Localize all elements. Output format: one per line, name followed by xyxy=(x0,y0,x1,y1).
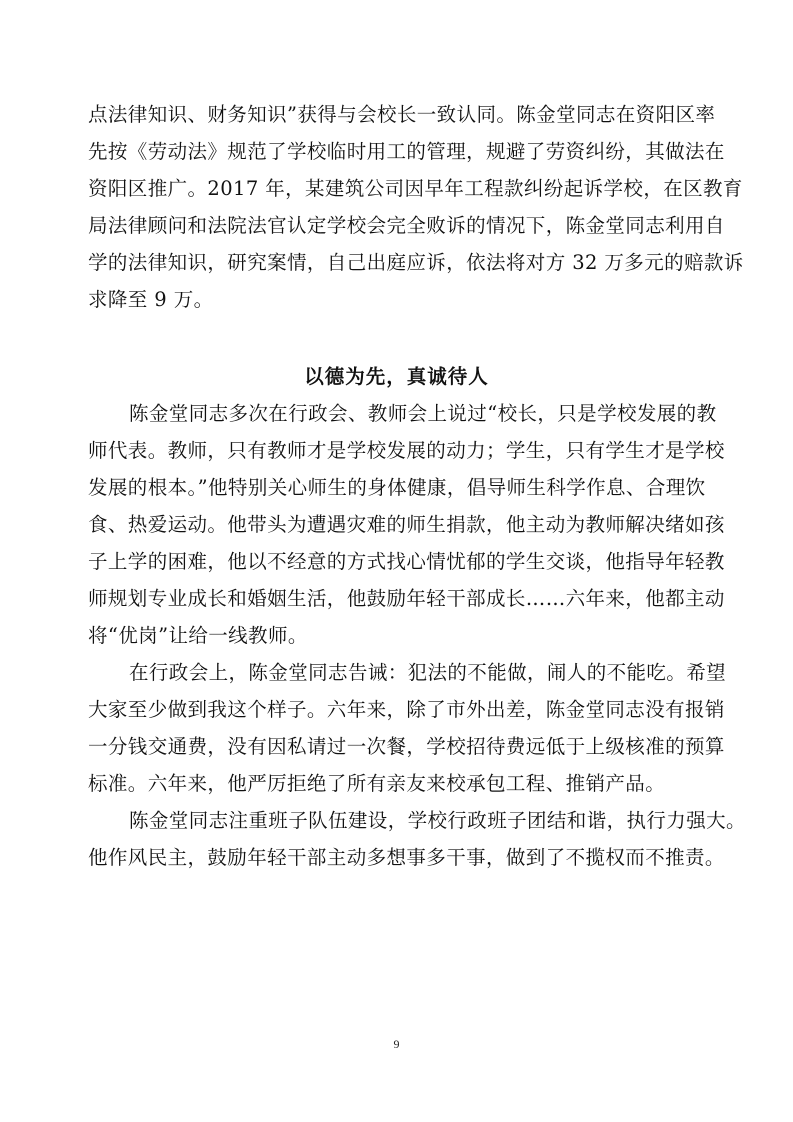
text-line: 资阳区推广。2017 年，某建筑公司因早年工程款纠纷起诉学校，在区教育 xyxy=(88,177,743,200)
paragraph-legal-knowledge xyxy=(88,96,744,318)
text-line: 局法律顾问和法院法官认定学校会完全败诉的情况下，陈金堂同志利用自 xyxy=(88,214,725,237)
text-line: 师规划专业成长和婚姻生活，他鼓励年轻干部成长……六年来，他都主动 xyxy=(88,587,725,610)
text-line: 将“优岗”让给一线教师。 xyxy=(88,624,308,647)
text-line: 他作风民主，鼓励年轻干部主动多想事多干事，做到了不揽权而不推责。 xyxy=(88,846,725,869)
text-line: 求降至 9 万。 xyxy=(88,288,214,311)
text-line: 食、热爱运动。他带头为遭遇灾难的师生捐款，他主动为教师解决绪如孩 xyxy=(88,513,725,536)
text-line: 点法律知识、财务知识”获得与会校长一致认同。陈金堂同志在资阳区率 xyxy=(88,103,716,126)
text-line: 在行政会上，陈金堂同志告诫：犯法的不能做，闹人的不能吃。希望 xyxy=(129,661,727,684)
text-line: 陈金堂同志注重班子队伍建设，学校行政班子团结和谐，执行力强大。 xyxy=(129,809,746,832)
text-line: 学的法律知识，研究案情，自己出庭应诉，依法将对方 32 万多元的赔款诉 xyxy=(88,251,744,274)
document-body xyxy=(88,96,746,876)
section-gap xyxy=(88,318,705,358)
text-line: 发展的根本。”他特别关心师生的身体健康，倡导师生科学作息、合理饮 xyxy=(88,476,706,499)
text-line: 陈金堂同志多次在行政会、教师会上说过“校长，只是学校发展的教 xyxy=(129,402,717,425)
text-line: 先按《劳动法》规范了学校临时用工的管理，规避了劳资纠纷，其做法在 xyxy=(88,140,725,163)
text-line: 大家至少做到我这个样子。六年来，除了市外出差，陈金堂同志没有报销 xyxy=(88,698,725,721)
paragraph-team-building xyxy=(88,802,746,876)
section-heading: 以德为先，真诚待人 xyxy=(304,365,489,388)
paragraph-integrity xyxy=(88,654,727,802)
text-line: 一分钱交通费，没有因私请过一次餐，学校招待费远低于上级核准的预算 xyxy=(88,735,725,758)
page-number: 9 xyxy=(393,1037,400,1051)
text-line: 子上学的困难，他以不经意的方式找心情忧郁的学生交谈，他指导年轻教 xyxy=(88,550,725,573)
text-line: 标准。六年来，他严厉拒绝了所有亲友来校承包工程、推销产品。 xyxy=(88,772,666,795)
text-line: 师代表。教师，只有教师才是学校发展的动力；学生，只有学生才是学校 xyxy=(88,439,725,462)
paragraph-care-for-teachers xyxy=(88,395,725,654)
